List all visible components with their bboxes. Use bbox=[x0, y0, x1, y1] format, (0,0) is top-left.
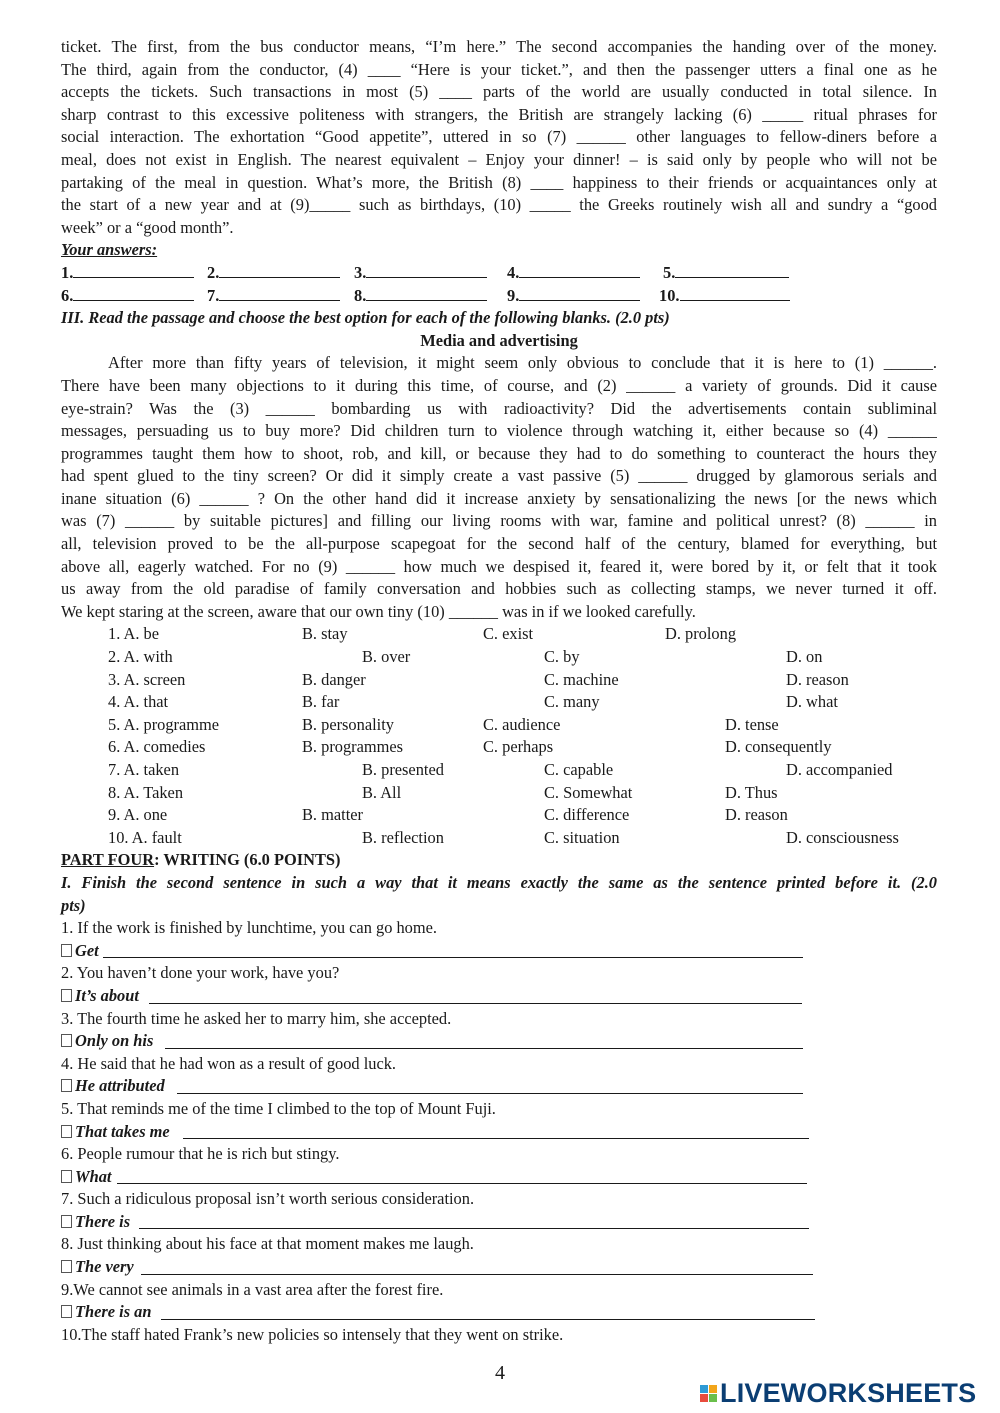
rewrite-prompt-2: 2. You haven’t done your work, have you? bbox=[61, 963, 340, 983]
answer-number: 3. bbox=[354, 262, 367, 282]
passage-media bbox=[61, 352, 937, 623]
rewrite-prompt-1: 1. If the work is finished by lunchtime, you can go home. bbox=[61, 918, 438, 938]
page-number: 4 bbox=[495, 1362, 505, 1384]
option-c[interactable]: C. many bbox=[544, 692, 600, 712]
passage-line: sharp contrast to this excessive politeness with strangers, the British are strangely lacking (6) _____ ritual phrases for bbox=[61, 104, 937, 124]
rewrite-instruction: I. Finish the second sentence in such a way that it means exactly the same as the sentence printed before it. (2.0 bbox=[61, 872, 937, 892]
passage-line: programmes taught them how to shoot, rob, and kill, or because they had to do something to counteract the hours they bbox=[61, 443, 937, 463]
option-row-10 bbox=[61, 827, 937, 850]
rewrite-lead: There is an bbox=[75, 1302, 152, 1322]
rewrite-instruction-cont: pts) bbox=[61, 895, 86, 915]
rewrite-items bbox=[61, 917, 937, 1346]
option-a[interactable]: 3. A. screen bbox=[108, 669, 186, 689]
answer-row-2 bbox=[61, 285, 937, 308]
answer-number: 1. bbox=[61, 262, 74, 282]
worksheet-page bbox=[61, 36, 937, 1346]
logo-squares-icon bbox=[700, 1385, 717, 1402]
option-d[interactable]: D. consequently bbox=[725, 737, 832, 757]
answer-slot-2[interactable] bbox=[207, 262, 340, 285]
rewrite-lead: It’s about bbox=[75, 985, 139, 1005]
option-a[interactable]: 10. A. fault bbox=[108, 827, 182, 847]
option-c[interactable]: C. difference bbox=[544, 805, 630, 825]
passage-line: inane situation (6) ______ ? On the other hand did it increase anxiety by sensationalizing the news [or the news which bbox=[61, 488, 937, 508]
option-c[interactable]: C. situation bbox=[544, 827, 620, 847]
checkbox-icon bbox=[61, 1260, 72, 1273]
option-b[interactable]: B. reflection bbox=[362, 827, 444, 847]
answer-number: 9. bbox=[507, 285, 520, 305]
passage-title: Media and advertising bbox=[420, 330, 578, 350]
rewrite-answer-5[interactable] bbox=[61, 1121, 937, 1144]
option-d[interactable]: D. Thus bbox=[725, 782, 778, 802]
checkbox-icon bbox=[61, 1079, 72, 1092]
passage-line: meal, does not exist in English. The nearest equivalent – Enjoy your dinner! – is said only by people who will not be bbox=[61, 149, 937, 169]
section-3-heading: III. Read the passage and choose the best option for each of the following blanks. (2.0 pts) bbox=[61, 308, 670, 328]
options-list bbox=[61, 623, 937, 849]
option-a[interactable]: 1. A. be bbox=[108, 624, 159, 644]
option-c[interactable]: C. Somewhat bbox=[544, 782, 633, 802]
checkbox-icon bbox=[61, 1170, 72, 1183]
passage-line: week” or a “good month”. bbox=[61, 217, 234, 237]
option-row-8 bbox=[61, 782, 937, 805]
answer-number: 10. bbox=[659, 285, 680, 305]
option-d[interactable]: D. reason bbox=[725, 805, 788, 825]
option-d[interactable]: D. accompanied bbox=[786, 760, 893, 779]
passage-continued bbox=[61, 36, 937, 239]
answer-number: 4. bbox=[507, 262, 520, 282]
answer-slot-5[interactable] bbox=[663, 262, 789, 285]
rewrite-prompt-5: 5. That reminds me of the time I climbed to the top of Mount Fuji. bbox=[61, 1098, 496, 1118]
passage-line: was (7) ______ by suitable pictures] and filling our living rooms with war, famine and political unrest? (8) ______ in bbox=[61, 511, 937, 531]
answer-slot-3[interactable] bbox=[354, 262, 487, 285]
option-d[interactable]: D. what bbox=[786, 692, 838, 712]
option-b[interactable]: B. stay bbox=[302, 624, 348, 644]
option-row-9 bbox=[61, 804, 937, 827]
option-row-2 bbox=[61, 646, 937, 669]
option-row-1 bbox=[61, 623, 937, 646]
checkbox-icon bbox=[61, 1305, 72, 1318]
rewrite-lead: The very bbox=[75, 1257, 134, 1277]
rewrite-answer-4[interactable] bbox=[61, 1075, 937, 1098]
option-b[interactable]: B. programmes bbox=[302, 737, 404, 757]
passage-line: There have been many objections to it during this time, of course, and (2) ______ a variety of grounds. Did it cause bbox=[61, 375, 937, 395]
option-b[interactable]: B. far bbox=[302, 692, 340, 712]
rewrite-answer-7[interactable] bbox=[61, 1211, 937, 1234]
option-b[interactable]: B. danger bbox=[302, 669, 366, 689]
passage-line: eye-strain? Was the (3) ______ bombarding us with radioactivity? Did the advertisements contain subliminal bbox=[61, 398, 937, 418]
answer-slot-8[interactable] bbox=[354, 285, 487, 308]
checkbox-icon bbox=[61, 1215, 72, 1228]
option-d[interactable]: D. on bbox=[786, 647, 823, 667]
option-row-7 bbox=[61, 759, 937, 782]
option-c[interactable]: C. perhaps bbox=[483, 737, 554, 757]
option-a[interactable]: 4. A. that bbox=[108, 692, 169, 712]
answer-number: 6. bbox=[61, 285, 74, 305]
option-a[interactable]: 7. A. taken bbox=[108, 760, 180, 779]
option-b[interactable]: B. matter bbox=[302, 805, 363, 825]
checkbox-icon bbox=[61, 1125, 72, 1138]
passage-line: had spent glued to the tiny screen? Or did it simply create a vast passive (5) ______ drugged by glamorous serials and bbox=[61, 466, 937, 486]
passage-line: social interaction. The exhortation “Good appetite”, uttered in so (7) ______ other languages to fellow-diners before a bbox=[61, 127, 937, 147]
answer-slot-1[interactable] bbox=[61, 262, 194, 285]
checkbox-icon bbox=[61, 989, 72, 1002]
checkbox-icon bbox=[61, 944, 72, 957]
option-b[interactable]: B. personality bbox=[302, 714, 394, 734]
option-c[interactable]: C. exist bbox=[483, 624, 534, 644]
logo-text: LIVEWORKSHEETS bbox=[720, 1377, 977, 1408]
answer-number: 7. bbox=[207, 285, 220, 305]
option-b[interactable]: B. presented bbox=[362, 760, 444, 779]
passage-line: all, television proved to be the all-purpose scapegoat for the second half of the century, blamed for everything, but bbox=[61, 534, 937, 554]
passage-line: us away from the old paradise of family conversation and hobbies such as collecting stamps, we never turned it off. bbox=[61, 579, 937, 599]
rewrite-prompt-7: 7. Such a ridiculous proposal isn’t worth serious consideration. bbox=[61, 1189, 475, 1209]
option-c[interactable]: C. audience bbox=[483, 714, 561, 734]
part-four-title: : WRITING (6.0 POINTS) bbox=[154, 850, 341, 870]
passage-line: accepts the tickets. Such transactions in most (5) ____ parts of the world are usually conducted in total silence. In bbox=[61, 82, 937, 102]
part-four-heading bbox=[61, 849, 937, 872]
option-a[interactable]: 2. A. with bbox=[108, 647, 173, 667]
option-d[interactable]: D. prolong bbox=[665, 624, 737, 644]
passage-line: The third, again from the conductor, (4) ____ “Here is your ticket.”, and then the passenger utters a final one as he bbox=[61, 59, 937, 79]
answer-number: 8. bbox=[354, 285, 367, 305]
answer-slot-10[interactable] bbox=[659, 285, 790, 308]
passage-line: After more than fifty years of television, it might seem only obvious to conclude that it is here to (1) ______. bbox=[108, 353, 937, 373]
rewrite-prompt-9: 9.We cannot see animals in a vast area after the forest fire. bbox=[61, 1279, 444, 1299]
rewrite-answer-9[interactable] bbox=[61, 1301, 937, 1324]
rewrite-lead: Only on his bbox=[75, 1031, 154, 1051]
passage-line: ticket. The first, from the bus conductor means, “I’m here.” The second accompanies the handing over of the money. bbox=[61, 37, 937, 56]
your-answers-label: Your answers: bbox=[61, 240, 158, 260]
option-c[interactable]: C. capable bbox=[544, 760, 614, 779]
rewrite-lead: What bbox=[75, 1166, 112, 1186]
option-a[interactable]: 8. A. Taken bbox=[108, 782, 184, 802]
option-row-6 bbox=[61, 736, 937, 759]
rewrite-answer-8[interactable] bbox=[61, 1256, 937, 1279]
passage-line: partaking of the meal in question. What’s more, the British (8) ____ happiness to their friends or acquaintances only at bbox=[61, 172, 937, 192]
option-a[interactable]: 5. A. programme bbox=[108, 714, 220, 734]
answer-slot-6[interactable] bbox=[61, 285, 194, 308]
rewrite-lead: There is bbox=[75, 1211, 131, 1231]
option-b[interactable]: B. All bbox=[362, 782, 402, 802]
rewrite-answer-2[interactable] bbox=[61, 985, 937, 1008]
answer-number: 5. bbox=[663, 262, 676, 282]
rewrite-prompt-4: 4. He said that he had won as a result of good luck. bbox=[61, 1053, 397, 1073]
rewrite-answer-6[interactable] bbox=[61, 1166, 937, 1189]
rewrite-answer-1[interactable] bbox=[61, 940, 937, 963]
option-a[interactable]: 9. A. one bbox=[108, 805, 168, 825]
rewrite-answer-3[interactable] bbox=[61, 1030, 937, 1053]
rewrite-lead: That takes me bbox=[75, 1121, 170, 1141]
passage-line: We kept staring at the screen, aware that our own tiny (10) ______ was in if we looked carefully. bbox=[61, 601, 696, 621]
option-d[interactable]: D. consciousness bbox=[786, 827, 899, 847]
passage-line: messages, persuading us to buy more? Did children turn to violence through watching it, either because so (4) ______ bbox=[61, 421, 937, 441]
rewrite-lead: Get bbox=[75, 940, 99, 960]
option-c[interactable]: C. by bbox=[544, 647, 580, 667]
answer-slot-4[interactable] bbox=[507, 262, 640, 285]
part-four-label: PART FOUR bbox=[61, 850, 155, 870]
liveworksheets-logo[interactable] bbox=[700, 1376, 976, 1410]
answer-row-1 bbox=[61, 262, 937, 285]
passage-line: the start of a new year and at (9)_____ such as birthdays, (10) _____ the Greeks routinely wish all and sundry a “good bbox=[61, 195, 937, 215]
option-a[interactable]: 6. A. comedies bbox=[108, 737, 206, 757]
answer-number: 2. bbox=[207, 262, 220, 282]
option-b[interactable]: B. over bbox=[362, 647, 411, 667]
option-row-4 bbox=[61, 691, 937, 714]
checkbox-icon bbox=[61, 1034, 72, 1047]
rewrite-prompt-8: 8. Just thinking about his face at that moment makes me laugh. bbox=[61, 1234, 474, 1254]
option-d[interactable]: D. reason bbox=[786, 669, 849, 689]
option-c[interactable]: C. machine bbox=[544, 669, 619, 689]
answer-slot-9[interactable] bbox=[507, 285, 640, 308]
rewrite-lead: He attributed bbox=[75, 1076, 165, 1096]
rewrite-prompt-10: 10.The staff hated Frank’s new policies so intensely that they went on strike. bbox=[61, 1324, 564, 1344]
option-d[interactable]: D. tense bbox=[725, 714, 779, 734]
passage-line: above all, eagerly watched. For no (9) ______ how much we despised it, feared it, were bored by it, or felt that it took bbox=[61, 556, 937, 576]
option-row-3 bbox=[61, 669, 937, 692]
answer-slot-7[interactable] bbox=[207, 285, 340, 308]
rewrite-prompt-6: 6. People rumour that he is rich but stingy. bbox=[61, 1144, 340, 1164]
rewrite-prompt-3: 3. The fourth time he asked her to marry him, she accepted. bbox=[61, 1008, 452, 1028]
option-row-5 bbox=[61, 714, 937, 737]
